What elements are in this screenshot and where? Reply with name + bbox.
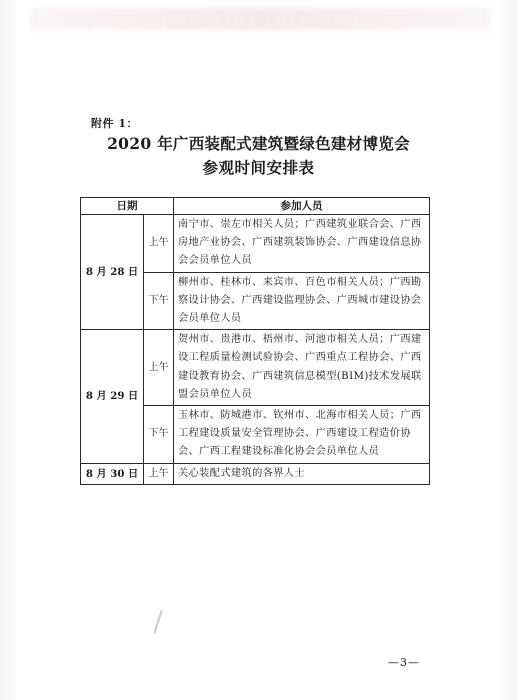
date-cell: 8 月 28 日 <box>81 215 144 330</box>
period-cell: 下午 <box>144 406 174 464</box>
scan-stain <box>30 8 490 30</box>
attendees-cell: 玉林市、防城港市、钦州市、北海市相关人员；广西工程建设质量安全管理协会、广西建设工程造价协会、广西工程建设标准化协会会员单位人员 <box>174 406 430 464</box>
header-date: 日期 <box>81 198 174 215</box>
table-header-row <box>81 198 430 215</box>
document-title: 2020 年广西装配式建筑暨绿色建材博览会 <box>107 134 410 153</box>
pen-stroke-mark <box>153 610 162 633</box>
period-cell: 下午 <box>144 272 174 330</box>
page-number: —3— <box>388 656 420 669</box>
date-cell: 8 月 29 日 <box>81 330 144 463</box>
table-row <box>81 215 430 273</box>
date-cell: 8 月 30 日 <box>81 463 144 484</box>
period-cell: 上午 <box>144 215 174 273</box>
attendees-cell: 南宁市、崇左市相关人员；广西建筑业联合会、广西房地产业协会、广西建筑装饰协会、广西建设信息协会会员单位人员 <box>174 215 430 273</box>
attendees-cell: 柳州市、桂林市、来宾市、百色市相关人员；广西勘察设计协会、广西建设监理协会、广西城市建设协会会员单位人员 <box>174 272 430 330</box>
period-cell: 上午 <box>144 463 174 484</box>
period-cell: 上午 <box>144 330 174 406</box>
attendees-cell: 贺州市、贵港市、梧州市、河池市相关人员；广西建设工程质量检测试验协会、广西重点工程协会、广西建设教育协会、广西建筑信息模型(BIM)技术发展联盟会员单位人员 <box>174 330 430 406</box>
attendees-cell: 关心装配式建筑的各界人士 <box>174 463 430 484</box>
header-attendees: 参加人员 <box>174 198 430 215</box>
schedule-table <box>80 197 430 485</box>
table-row <box>81 330 430 406</box>
table-row <box>81 463 430 484</box>
document-subtitle: 参观时间安排表 <box>202 158 315 177</box>
attachment-label: 附件 1： <box>91 117 138 130</box>
